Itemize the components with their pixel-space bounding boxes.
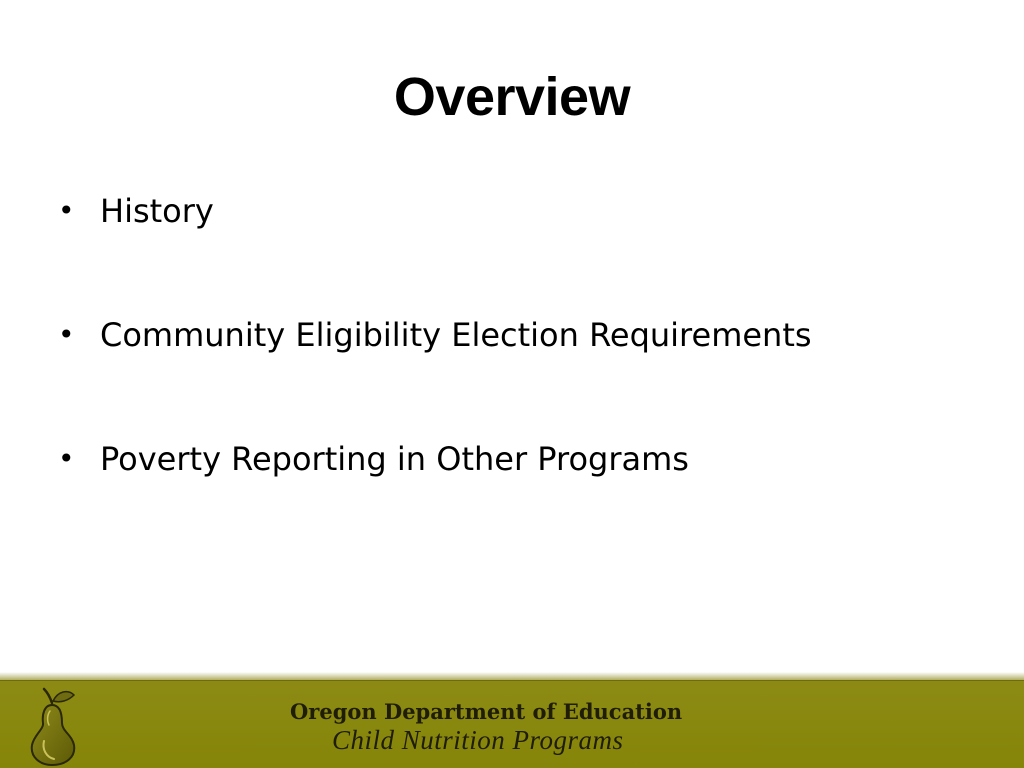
organization-name: Oregon Department of Education bbox=[290, 699, 683, 724]
bullet-list bbox=[58, 188, 998, 560]
bullet-text: Community Eligibility Election Requirements bbox=[100, 316, 812, 354]
bullet-marker: • bbox=[58, 194, 75, 227]
bullet-text: Poverty Reporting in Other Programs bbox=[100, 440, 689, 478]
program-name: Child Nutrition Programs bbox=[332, 725, 624, 755]
bullet-text: History bbox=[100, 192, 214, 230]
bullet-item bbox=[58, 436, 998, 560]
bullet-item bbox=[58, 312, 998, 436]
footer-bar bbox=[0, 680, 1024, 768]
bullet-item bbox=[58, 188, 998, 312]
slide-title: Overview bbox=[393, 67, 631, 127]
pear-icon bbox=[22, 685, 86, 767]
bullet-marker: • bbox=[58, 442, 75, 475]
bullet-marker: • bbox=[58, 318, 75, 351]
